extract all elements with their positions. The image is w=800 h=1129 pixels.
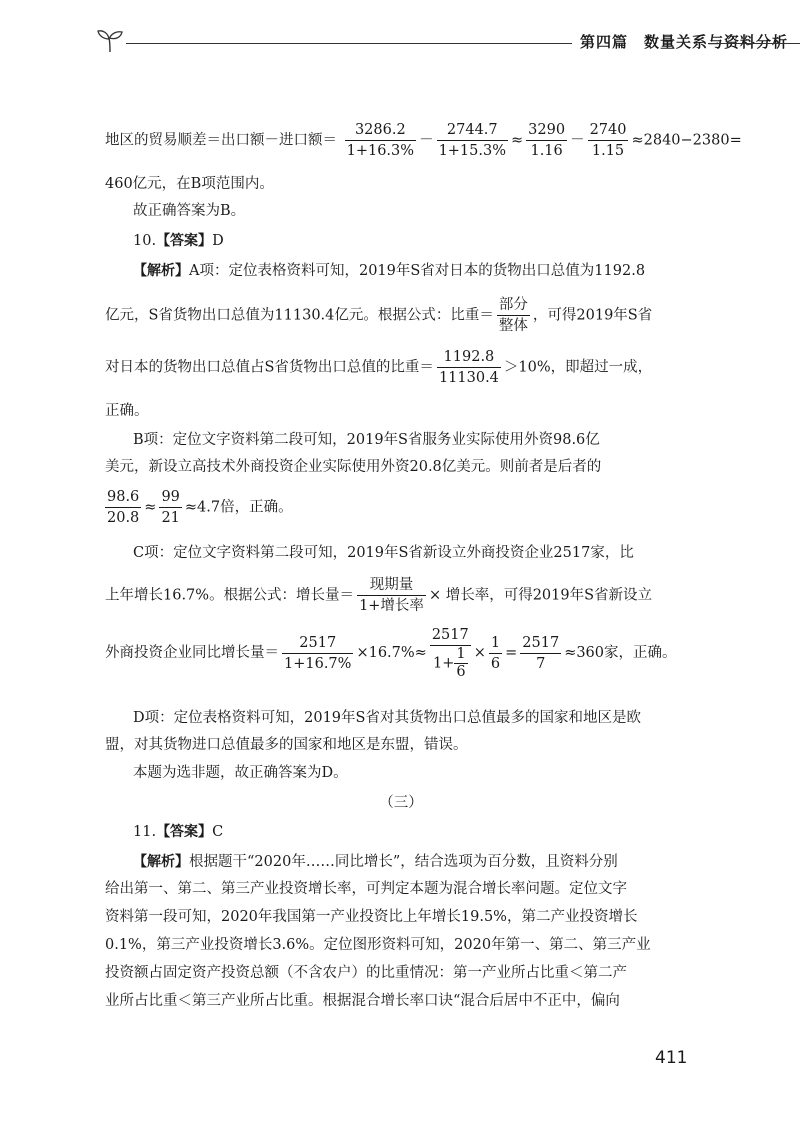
header-rule-right xyxy=(708,43,800,44)
q10-analysis-a4: 正确。 xyxy=(105,403,149,419)
q10-analysis-b2: 美元，新设立高技术外商投资企业实际使用外资20.8亿美元。则前者是后者的 xyxy=(105,459,602,475)
q10-analysis-c2: 上年增长16.7%。根据公式：增长量＝ $\frac{\text{现期量}}{\text{1+增长率}}$ × 增长率，可得2019年S省新设立 xyxy=(105,577,653,614)
q10-analysis-c1: C项：定位文字资料第二段可知，2019年S省新设立外商投资企业2517家，比 xyxy=(133,545,634,561)
q11-answer: 11.【答案】C xyxy=(133,824,224,840)
q10-conclusion: 本题为选非题，故正确答案为D。 xyxy=(133,765,348,781)
fraction: $\frac{\text{现期量}}{\text{1+增长率}}$ xyxy=(359,577,424,614)
fraction: $\frac{2740}{1.15}$ xyxy=(589,122,627,159)
q11-analysis-4: 0.1%，第三产业投资增长3.6%。定位图形资料可知，2020年第一、第二、第三产业 xyxy=(105,937,651,953)
fraction: $\frac{2744.7}{1+15.3\%}$ xyxy=(438,122,507,159)
q10-analysis-a1: 【解析】A项：定位表格资料可知，2019年S省对日本的货物出口总值为1192.8 xyxy=(133,263,646,279)
q9-conclusion: 故正确答案为B。 xyxy=(133,203,246,219)
header-rule-left xyxy=(126,43,572,44)
fraction: $\frac{1192.8}{11130.4}$ xyxy=(438,349,499,386)
fraction: $\frac{2517}{7}$ xyxy=(522,634,560,672)
section-heading: （三） xyxy=(379,795,423,811)
fraction: $\frac{\text{部分}}{\text{整体}}$ xyxy=(498,297,528,334)
q10-answer: 10.【答案】D xyxy=(133,233,224,249)
q11-analysis-1: 【解析】根据题干“2020年……同比增长”，结合选项为百分数，且资料分别 xyxy=(133,854,618,870)
fraction: $\frac{99}{21}$ xyxy=(161,489,180,526)
chapter-title: 第四篇 数量关系与资料分析 xyxy=(580,33,789,51)
q9-text-line: 460亿元，在B项范围内。 xyxy=(105,176,274,192)
fraction: $\frac{98.6}{20.8}$ xyxy=(107,489,140,526)
q11-analysis-5: 投资额占固定资产投资总额（不含农户）的比重情况：第一产业所占比重＜第二产 xyxy=(105,965,627,981)
q10-analysis-a3: 对日本的货物出口总值占S省货物出口总值的比重＝ $\frac{1192.8}{11130.4}$ ＞10%，即超过一成， xyxy=(105,349,653,386)
q10-analysis-b1: B项：定位文字资料第二段可知，2019年S省服务业实际使用外资98.6亿 xyxy=(133,432,600,448)
fraction: $\frac{3290}{1.16}$ xyxy=(528,122,566,159)
sprout-icon xyxy=(96,28,124,54)
q11-analysis-6: 业所占比重＜第三产业所占比重。根据混合增长率口诀“混合后居中不正中，偏向 xyxy=(105,993,620,1009)
q10-analysis-b3: $\frac{98.6}{20.8}$ ≈ $\frac{99}{21}$ ≈4.7倍，正确。 xyxy=(107,489,293,526)
q10-analysis-a2: 亿元，S省货物出口总值为11130.4亿元。根据公式：比重＝ $\frac{\text{部分}}{\text{整体}}$ ，可得2019年S省 xyxy=(105,297,653,334)
q11-analysis-3: 资料第一段可知，2020年我国第一产业投资比上年增长19.5%，第二产业投资增长 xyxy=(105,909,638,925)
q10-analysis-d1: D项：定位表格资料可知，2019年S省对其货物出口总值最多的国家和地区是欧 xyxy=(133,710,641,726)
fraction: $\frac{3286.2}{1+16.3\%}$ xyxy=(346,122,415,159)
q9-formula-line: 地区的贸易顺差＝出口额－进口额＝ $\frac{3286.2}{1+16.3\%}$ － $\frac{2744.7}{1+15.3\%}$ ≈ $\frac{3290}{1.16}$ － $\frac{2740}{1.15}$ ≈2840−2380= xyxy=(105,122,742,159)
page-number: 411 xyxy=(655,1048,688,1068)
q11-analysis-2: 给出第一、第二、第三产业投资增长率，可判定本题为混合增长率问题。定位文字 xyxy=(105,881,627,897)
page-header xyxy=(96,28,800,60)
q10-analysis-c3: 外商投资企业同比增长量＝ $\frac{2517}{1+16.7\%}$ ×16.7%≈ 2517 1+ $\frac{1}{6}$ × $\frac{1}{6}$ = $\frac{2517}{7}$ ≈360家，正确。 xyxy=(105,627,677,680)
fraction: $\frac{2517}{1+16.7\%}$ xyxy=(284,634,352,672)
fraction: $\frac{1}{6}$ xyxy=(490,634,501,672)
nested-fraction: 2517 1+ $\frac{1}{6}$ xyxy=(431,627,469,680)
q10-analysis-d2: 盟，对其货物进口总值最多的国家和地区是东盟，错误。 xyxy=(105,737,468,753)
